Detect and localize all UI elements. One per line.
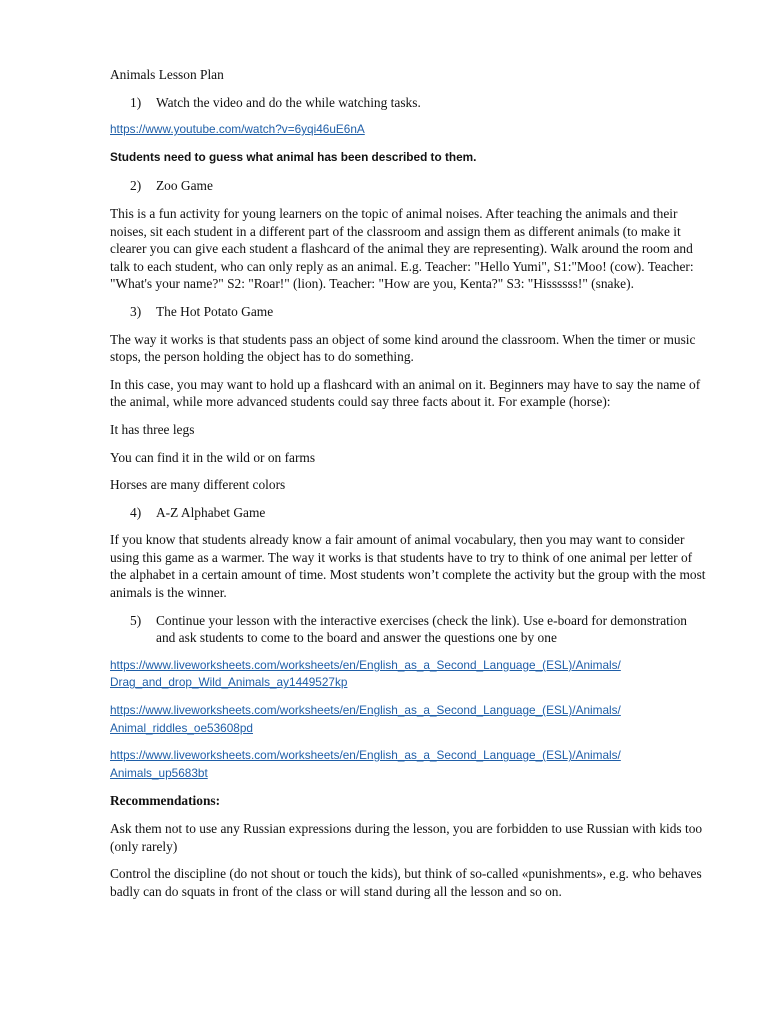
- recommendations-heading: Recommendations:: [110, 793, 221, 809]
- worksheet-link[interactable]: [110, 657, 708, 692]
- worksheet-link-line[interactable]: Animals_up5683bt: [110, 765, 208, 780]
- list-number: 2): [130, 178, 142, 194]
- worksheet-link-line[interactable]: https://www.liveworksheets.com/worksheets/en/English_as_a_Second_Language_(ESL)/Animals/: [110, 748, 621, 763]
- list-text: Continue your lesson with the interactive exercises (check the link). Use e-board for demonstration and ask students to come to the board and answer the questions one by one: [156, 612, 687, 646]
- video-link[interactable]: https://www.youtube.com/watch?v=6yqi46uE6nA: [110, 122, 365, 137]
- list-item-1: [110, 94, 708, 112]
- hot-potato-paragraph-1: The way it works is that students pass an object of some kind around the classroom. When the timer or music stops, the person holding the object has to do something.: [110, 331, 696, 365]
- list-item-4: [110, 504, 708, 522]
- list-text: The Hot Potato Game: [156, 303, 274, 319]
- recommendation-paragraph: Control the discipline (do not shout or touch the kids), but think of so-called «punishments», e.g. who behaves badly can do squats in front of the class or will stand during all the lesson and so on.: [110, 866, 702, 899]
- list-text: Watch the video and do the while watching tasks.: [156, 94, 421, 110]
- zoo-game-paragraph: This is a fun activity for young learners on the topic of animal noises. After teaching the animals and their noises, sit each student in a different part of the classroom and assign them as different animals (to make it clearer you can give each student a flashcard of the animal they are representing). Walk around the room and talk to each student, who can only reply as an animal. E.g. Teacher: "Hello Yumi", S1:"Moo! (cow). Teacher: "What's your name?" S2: "Roar!" (lion). Teacher: "How are you, Kenta?" S3: "Hissssss!" (snake).: [110, 205, 694, 292]
- worksheet-link-line[interactable]: https://www.liveworksheets.com/worksheets/en/English_as_a_Second_Language_(ESL)/Animals/: [110, 657, 621, 672]
- worksheet-link-line[interactable]: Drag_and_drop_Wild_Animals_ay1449527kp: [110, 675, 348, 690]
- worksheet-link[interactable]: [110, 702, 708, 737]
- list-text: A-Z Alphabet Game: [156, 504, 266, 520]
- page-title: Animals Lesson Plan: [110, 67, 224, 82]
- fact-line: It has three legs: [110, 421, 195, 437]
- list-text: Zoo Game: [156, 178, 213, 194]
- list-number: 1): [130, 94, 142, 110]
- recommendation-paragraph: Ask them not to use any Russian expressions during the lesson, you are forbidden to use Russian with kids too (only rarely): [110, 821, 703, 854]
- list-item-3: [110, 303, 708, 321]
- worksheet-link-line[interactable]: Animal_riddles_oe53608pd: [110, 720, 253, 735]
- list-number: 3): [130, 303, 142, 319]
- list-item-2: [110, 177, 708, 195]
- video-note: Students need to guess what animal has been described to them.: [110, 149, 477, 164]
- list-number: 5): [130, 612, 142, 628]
- fact-line: You can find it in the wild or on farms: [110, 449, 316, 465]
- az-game-paragraph: If you know that students already know a fair amount of animal vocabulary, then you may want to consider using this game as a warmer. The way it works is that students have to try to think of one animal per letter of the alphabet in a certain amount of time. Most students won’t complete the activity but the group with the most animals is the winner.: [110, 532, 706, 601]
- worksheet-link[interactable]: [110, 747, 708, 782]
- worksheet-link-line[interactable]: https://www.liveworksheets.com/worksheets/en/English_as_a_Second_Language_(ESL)/Animals/: [110, 703, 621, 718]
- fact-line: Horses are many different colors: [110, 477, 286, 493]
- list-item-5: [110, 612, 708, 647]
- hot-potato-paragraph-2: In this case, you may want to hold up a flashcard with an animal on it. Beginners may have to say the name of the animal, while more advanced students could say three facts about it. For example (horse):: [110, 376, 701, 410]
- list-number: 4): [130, 504, 142, 520]
